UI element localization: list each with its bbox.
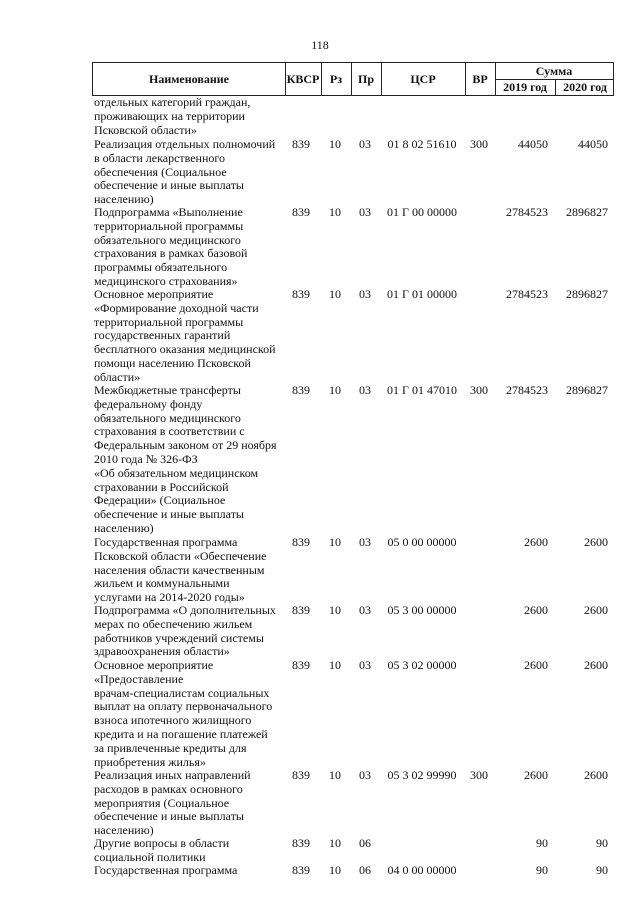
- row-name: Государственная программа Псковской области «Обеспечение населения области качественным жильем и коммунальными услугами на 2014-2020 годы»: [94, 535, 267, 605]
- row-sum-2020: 2896827: [566, 205, 608, 219]
- row-rz: 10: [329, 658, 341, 672]
- header-name: Наименование: [93, 63, 286, 95]
- row-sum-2020: 2896827: [566, 383, 608, 397]
- row-sum-2019: 2600: [524, 658, 548, 672]
- row-name: Государственная программа: [94, 863, 238, 877]
- row-vr: 300: [470, 137, 488, 151]
- row-name: Основное мероприятие «Формирование доходной части территориальной программы государственных гарантий бесплатного оказания медицинской помощи населению Псковской области»: [94, 287, 276, 384]
- header-sum: Сумма: [495, 63, 613, 80]
- header-vr: ВР: [465, 63, 496, 95]
- row-sum-2019: 2784523: [506, 383, 548, 397]
- row-kvsr: 839: [292, 658, 310, 672]
- row-csr: 01 Г 01 00000: [387, 287, 457, 301]
- row-csr: 05 0 00 00000: [387, 535, 457, 549]
- row-pr: 03: [359, 383, 371, 397]
- row-sum-2019: 2600: [524, 768, 548, 782]
- row-rz: 10: [329, 535, 341, 549]
- row-csr: 01 8 02 51610: [387, 137, 457, 151]
- row-sum-2020: 2896827: [566, 287, 608, 301]
- row-name: Реализация отдельных полномочий в области лекарственного обеспечения (Социальное обеспечение и иные выплаты населению): [94, 137, 276, 207]
- row-name: Подпрограмма «Выполнение территориальной программы обязательного медицинского страхования в рамках базовой программы обязательного медицинского страхования»: [94, 205, 248, 288]
- row-kvsr: 839: [292, 205, 310, 219]
- row-sum-2019: 2600: [524, 603, 548, 617]
- row-sum-2019: 2784523: [506, 287, 548, 301]
- row-pr: 03: [359, 658, 371, 672]
- row-rz: 10: [329, 768, 341, 782]
- row-rz: 10: [329, 863, 341, 877]
- row-sum-2020: 90: [596, 836, 608, 850]
- row-rz: 10: [329, 383, 341, 397]
- row-kvsr: 839: [292, 383, 310, 397]
- row-csr: 04 0 00 00000: [387, 863, 457, 877]
- row-name: Реализация иных направлений расходов в рамках основного мероприятия (Социальное обеспечение и иные выплаты населению): [94, 768, 251, 838]
- header-rz: Рз: [321, 63, 352, 95]
- row-pr: 03: [359, 535, 371, 549]
- row-kvsr: 839: [292, 535, 310, 549]
- header-2020: 2020 год: [563, 80, 607, 94]
- row-kvsr: 839: [292, 836, 310, 850]
- row-kvsr: 839: [292, 863, 310, 877]
- row-name: Подпрограмма «О дополнительных мерах по обеспечению жильем работников учреждений системы здравоохранения области»: [94, 603, 276, 659]
- header-2019: 2019 год: [495, 80, 556, 95]
- row-sum-2020: 2600: [584, 603, 608, 617]
- page-number: 118: [311, 38, 329, 52]
- row-pr: 03: [359, 768, 371, 782]
- row-vr: 300: [470, 383, 488, 397]
- row-sum-2020: 2600: [584, 535, 608, 549]
- row-csr: 05 3 02 99990: [387, 768, 457, 782]
- row-sum-2019: 44050: [518, 137, 548, 151]
- row-csr: 05 3 02 00000: [387, 658, 457, 672]
- row-name: Другие вопросы в области социальной политики: [94, 836, 230, 864]
- row-kvsr: 839: [292, 768, 310, 782]
- header-pr: Пр: [351, 63, 382, 95]
- table-header: [92, 62, 614, 96]
- row-vr: 300: [470, 768, 488, 782]
- row-sum-2020: 2600: [584, 658, 608, 672]
- row-csr: 01 Г 00 00000: [387, 205, 457, 219]
- row-pr: 06: [359, 836, 371, 850]
- row-sum-2019: 2600: [524, 535, 548, 549]
- row-kvsr: 839: [292, 137, 310, 151]
- row-name: Межбюджетные трансферты федеральному фонду обязательного медицинского страхования в соответствии с Федеральным законом от 29 ноября 2010 года № 326-ФЗ «Об обязательном медицинском страховании в Российской Федерации» (Социальное обеспечение и иные выплаты населению): [94, 383, 277, 535]
- row-sum-2019: 90: [536, 836, 548, 850]
- row-sum-2019: 90: [536, 863, 548, 877]
- row-pr: 03: [359, 205, 371, 219]
- row-rz: 10: [329, 287, 341, 301]
- row-rz: 10: [329, 836, 341, 850]
- row-pr: 03: [359, 603, 371, 617]
- row-sum-2020: 44050: [578, 137, 608, 151]
- row-sum-2020: 90: [596, 863, 608, 877]
- row-rz: 10: [329, 603, 341, 617]
- row-pr: 03: [359, 287, 371, 301]
- row-csr: 05 3 00 00000: [387, 603, 457, 617]
- row-name: Основное мероприятие «Предоставление врачам-специалистам социальных выплат на оплату первоначального взноса ипотечного жилищного кредита и на погашение платежей за привлеченные кредиты для приобретения жилья»: [94, 658, 273, 769]
- row-rz: 10: [329, 205, 341, 219]
- row-kvsr: 839: [292, 603, 310, 617]
- row-sum-2020: 2600: [584, 768, 608, 782]
- row-pr: 03: [359, 137, 371, 151]
- row-sum-2019: 2784523: [506, 205, 548, 219]
- row-csr: 01 Г 01 47010: [387, 383, 457, 397]
- row-kvsr: 839: [292, 287, 310, 301]
- header-csr: ЦСР: [381, 63, 466, 95]
- header-kvsr: КВСР: [285, 63, 322, 95]
- row-rz: 10: [329, 137, 341, 151]
- row-pr: 06: [359, 863, 371, 877]
- row-name: отдельных категорий граждан, проживающих на территории Псковской области»: [94, 95, 251, 137]
